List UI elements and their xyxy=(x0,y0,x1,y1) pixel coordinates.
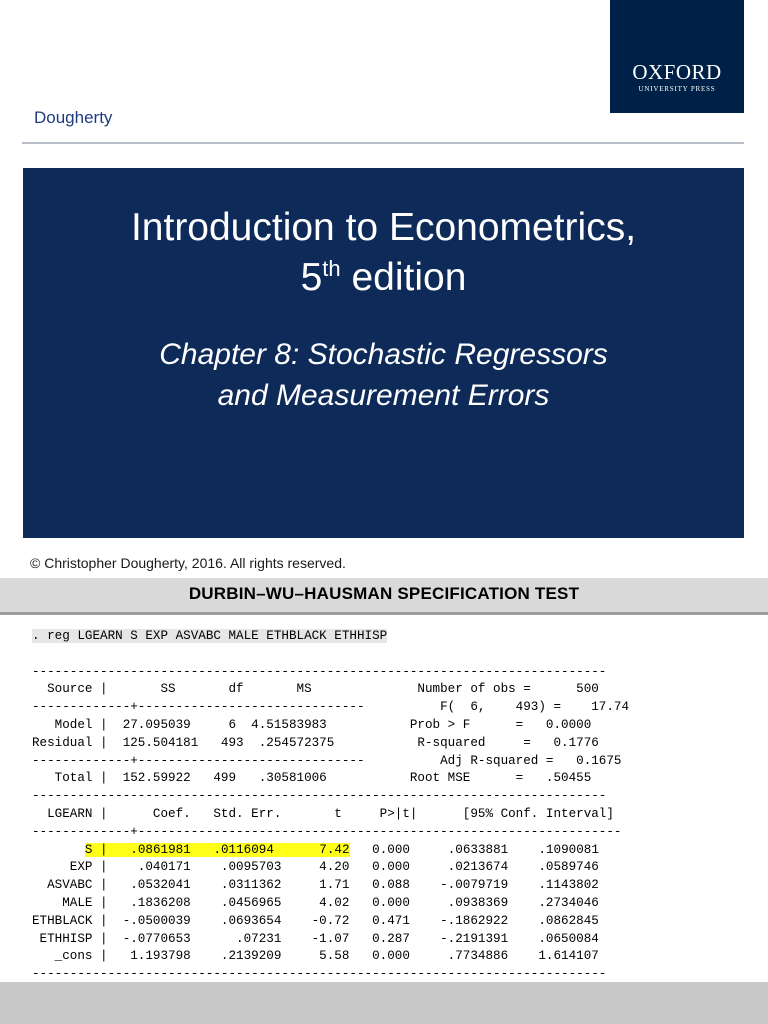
coef-row: ETHHISP | -.0770653 .07231 -1.07 0.287 -.2191391 .0650084 xyxy=(32,931,599,946)
s-row-gap3 xyxy=(274,843,319,857)
anova-model-row: Model | 27.095039 6 4.51583983 Prob > F = 0.0000 xyxy=(32,717,592,732)
copyright-notice: © Christopher Dougherty, 2016. All rights reserved. xyxy=(30,555,346,571)
rule-line: ---------------------------------------------------------------------------- xyxy=(32,967,607,982)
footer-bar xyxy=(0,982,768,1024)
anova-total-row: Total | 152.59922 499 .30581006 Root MSE = .50455 xyxy=(32,771,592,786)
anova-residual-row: Residual | 125.504181 493 .254572375 R-squared = 0.1776 xyxy=(32,735,599,750)
anova-separator: -------------+------------------------------ F( 6, 493) = 17.74 xyxy=(32,700,630,715)
stata-command: . reg LGEARN S EXP ASVABC MALE ETHBLACK ETHHISP xyxy=(32,629,388,643)
edition-word: edition xyxy=(340,256,467,299)
coef-row: _cons | 1.193798 .2139209 5.58 0.000 .7734886 1.614107 xyxy=(32,949,599,964)
anova-header: Source | SS df MS Number of obs = 500 xyxy=(32,682,599,697)
s-row-se: .0116094 xyxy=(213,842,274,857)
title-banner xyxy=(23,168,744,538)
chapter-title-line2: and Measurement Errors xyxy=(217,379,550,412)
coef-separator: -------------+---------------------------------------------------------------- xyxy=(32,824,622,839)
coef-row: EXP | .040171 .0095703 4.20 0.000 .0213674 .0589746 xyxy=(32,860,599,875)
section-header-underline xyxy=(0,612,768,615)
rule-line: ---------------------------------------------------------------------------- xyxy=(32,789,607,804)
coef-row: ASVABC | .0532041 .0311362 1.71 0.088 -.0079719 .1143802 xyxy=(32,878,599,893)
chapter-title-line1: Chapter 8: Stochastic Regressors xyxy=(159,338,608,371)
s-row-t: 7.42 xyxy=(319,842,350,857)
book-edition xyxy=(23,256,744,300)
s-row-gap1 xyxy=(108,843,131,857)
header-divider xyxy=(22,142,744,144)
s-row-label: S | xyxy=(84,842,108,857)
coef-row: MALE | .1836208 .0456965 4.02 0.000 .0938369 .2734046 xyxy=(32,895,599,910)
coef-row: ETHBLACK | -.0500039 .0693654 -0.72 0.471 -.1862922 .0862845 xyxy=(32,913,599,928)
section-header-bar xyxy=(0,578,768,612)
logo-wordmark: OXFORD xyxy=(632,60,722,84)
s-row-coef: .0861981 xyxy=(130,842,191,857)
section-title: DURBIN–WU–HAUSMAN SPECIFICATION TEST xyxy=(188,584,580,603)
book-title: Introduction to Econometrics, xyxy=(130,206,637,249)
coef-row-s xyxy=(32,842,629,860)
s-row-highlight xyxy=(85,843,350,857)
s-row-rest: 0.000 .0633881 .1090081 xyxy=(349,842,599,857)
stata-command-row xyxy=(32,628,629,646)
stata-regression-output xyxy=(32,628,629,984)
rule-line: ---------------------------------------------------------------------------- xyxy=(32,664,607,679)
s-row-prefix xyxy=(32,843,85,857)
oxford-logo xyxy=(610,0,744,113)
s-row-gap2 xyxy=(191,843,214,857)
logo-subtitle: UNIVERSITY PRESS xyxy=(638,85,716,93)
output-blank-row xyxy=(32,646,629,664)
edition-number: 5 xyxy=(300,256,323,299)
author-name: Dougherty xyxy=(34,108,113,127)
edition-superscript: th xyxy=(322,256,341,281)
coef-header: LGEARN | Coef. Std. Err. t P>|t| [95% Conf. Interval] xyxy=(32,806,614,821)
anova-separator-2: -------------+------------------------------ Adj R-squared = 0.1675 xyxy=(32,753,622,768)
